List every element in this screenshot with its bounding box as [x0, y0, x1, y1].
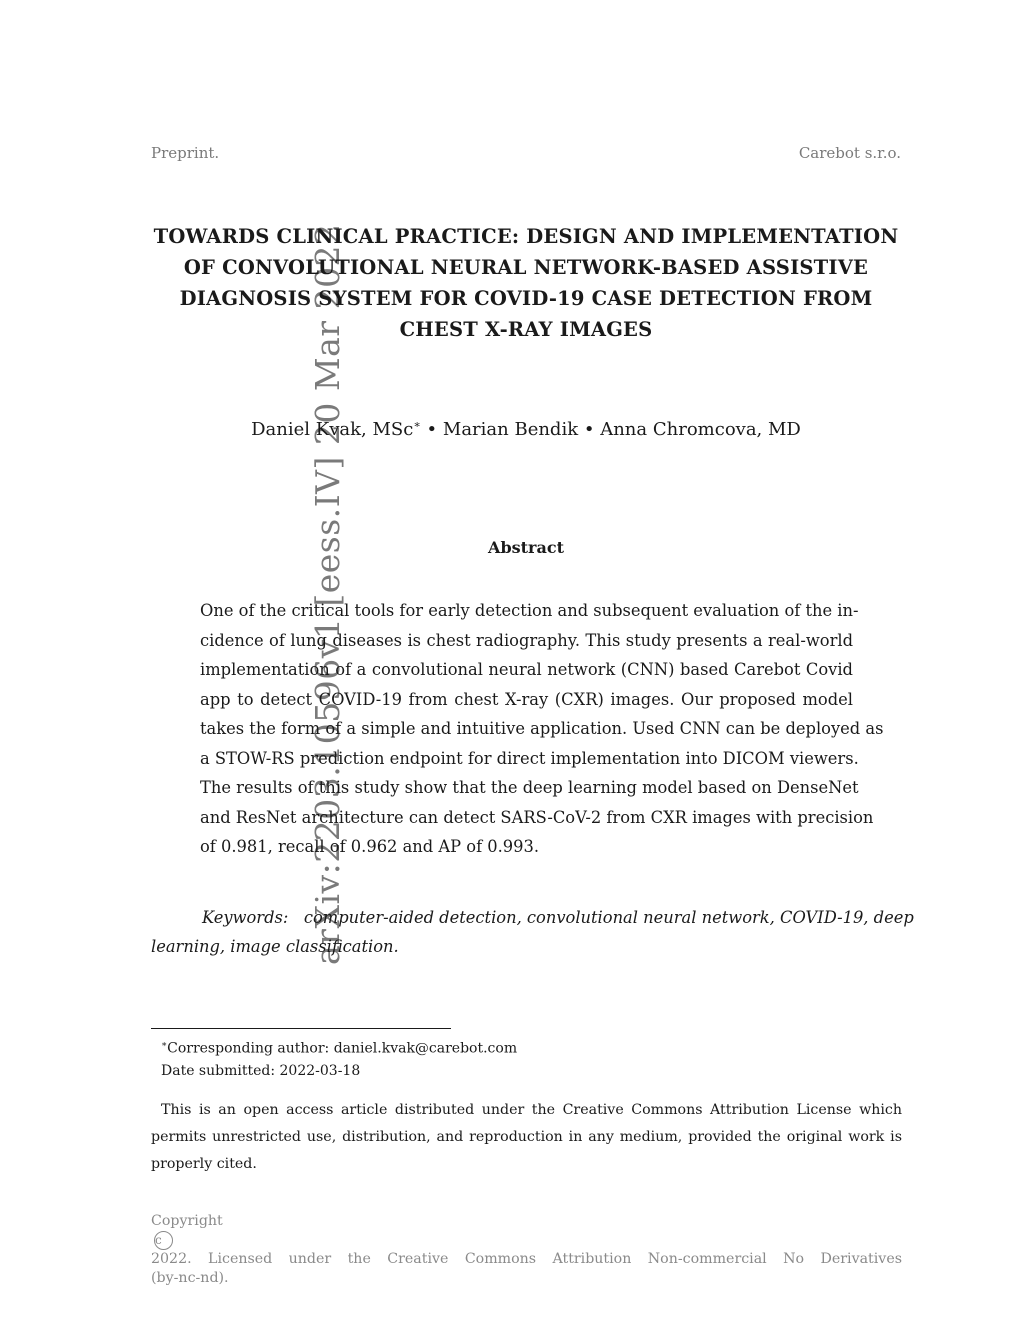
keywords-text: computer-aided detection, convolutional neural network, COVID-19, deep	[303, 908, 914, 927]
author-name: Marian Bendik	[442, 419, 579, 440]
title-line: CHEST X-RAY IMAGES	[399, 318, 653, 341]
footnote-mark: ∗	[161, 1040, 168, 1050]
footnote-divider	[151, 1028, 451, 1029]
copyright-line	[151, 1212, 902, 1269]
paper-title	[151, 221, 901, 345]
author-list	[151, 418, 901, 440]
abstract-line: app to detect COVID-19 from chest X-ray (CXR) images. Our proposed model	[200, 689, 853, 709]
title-line: DIAGNOSIS SYSTEM FOR COVID-19 CASE DETECTION FROM	[179, 287, 873, 310]
footnotes	[161, 1034, 517, 1082]
license-statement	[151, 1097, 902, 1178]
abstract-line: cidence of lung diseases is chest radiography. This study presents a real-world	[200, 630, 853, 650]
running-header-left: Preprint.	[151, 144, 220, 162]
copyright-notice	[151, 1212, 902, 1288]
title-line: OF CONVOLUTIONAL NEURAL NETWORK-BASED ASSISTIVE	[183, 256, 869, 279]
abstract-line: takes the form of a simple and intuitive application. Used CNN can be deployed as	[200, 719, 884, 738]
title-line: TOWARDS CLINICAL PRACTICE: DESIGN AND IMPLEMENTATION	[153, 225, 899, 248]
abstract-line: The results of this study show that the deep learning model based on DenseNet	[200, 778, 859, 797]
copyright-line: (by-nc-nd).	[151, 1270, 229, 1286]
corresponding-author-text: Corresponding author: daniel.kvak@carebot.com	[167, 1040, 518, 1057]
corresponding-author-footnote	[161, 1034, 517, 1060]
license-line: permits unrestricted use, distribution, and reproduction in any medium, provided the original work is	[151, 1129, 902, 1145]
abstract-line: of 0.981, recall of 0.962 and AP of 0.993.	[200, 837, 540, 856]
keywords-label: Keywords:	[202, 908, 289, 927]
abstract-line: a STOW-RS prediction endpoint for direct implementation into DICOM viewers.	[200, 748, 859, 768]
abstract-body	[200, 596, 884, 862]
corresponding-author-mark: ∗	[413, 418, 421, 431]
author-name: Anna Chromcova, MD	[600, 419, 801, 440]
abstract-heading: Abstract	[488, 538, 564, 557]
copyright-word: Copyright	[151, 1213, 223, 1229]
copyright-text: 2022. Licensed under the Creative Commons Attribution Non-commercial No Derivatives	[151, 1251, 902, 1267]
arxiv-identifier-stamp: arXiv:2203.10596v1 [eess.IV] 20 Mar 2022	[308, 223, 347, 965]
abstract-line: One of the critical tools for early detection and subsequent evaluation of the in-	[200, 601, 859, 620]
author-name: Daniel Kvak, MSc	[251, 419, 414, 440]
author-separator: •	[426, 419, 438, 440]
copyright-symbol-icon: c	[154, 1231, 173, 1250]
date-submitted-footnote: Date submitted: 2022-03-18	[161, 1062, 361, 1079]
license-line: This is an open access article distributed under the Creative Commons Attribution License which	[161, 1102, 902, 1118]
running-header-right: Carebot s.r.o.	[798, 144, 901, 162]
keywords	[151, 903, 914, 961]
abstract-line: implementation of a convolutional neural network (CNN) based Carebot Covid	[200, 660, 853, 679]
license-line: properly cited.	[151, 1156, 257, 1172]
abstract-line: and ResNet architecture can detect SARS-CoV-2 from CXR images with precision	[200, 807, 874, 827]
author-separator: •	[583, 419, 595, 440]
keywords-line	[151, 903, 914, 932]
keywords-line: learning, image classification.	[151, 937, 399, 956]
